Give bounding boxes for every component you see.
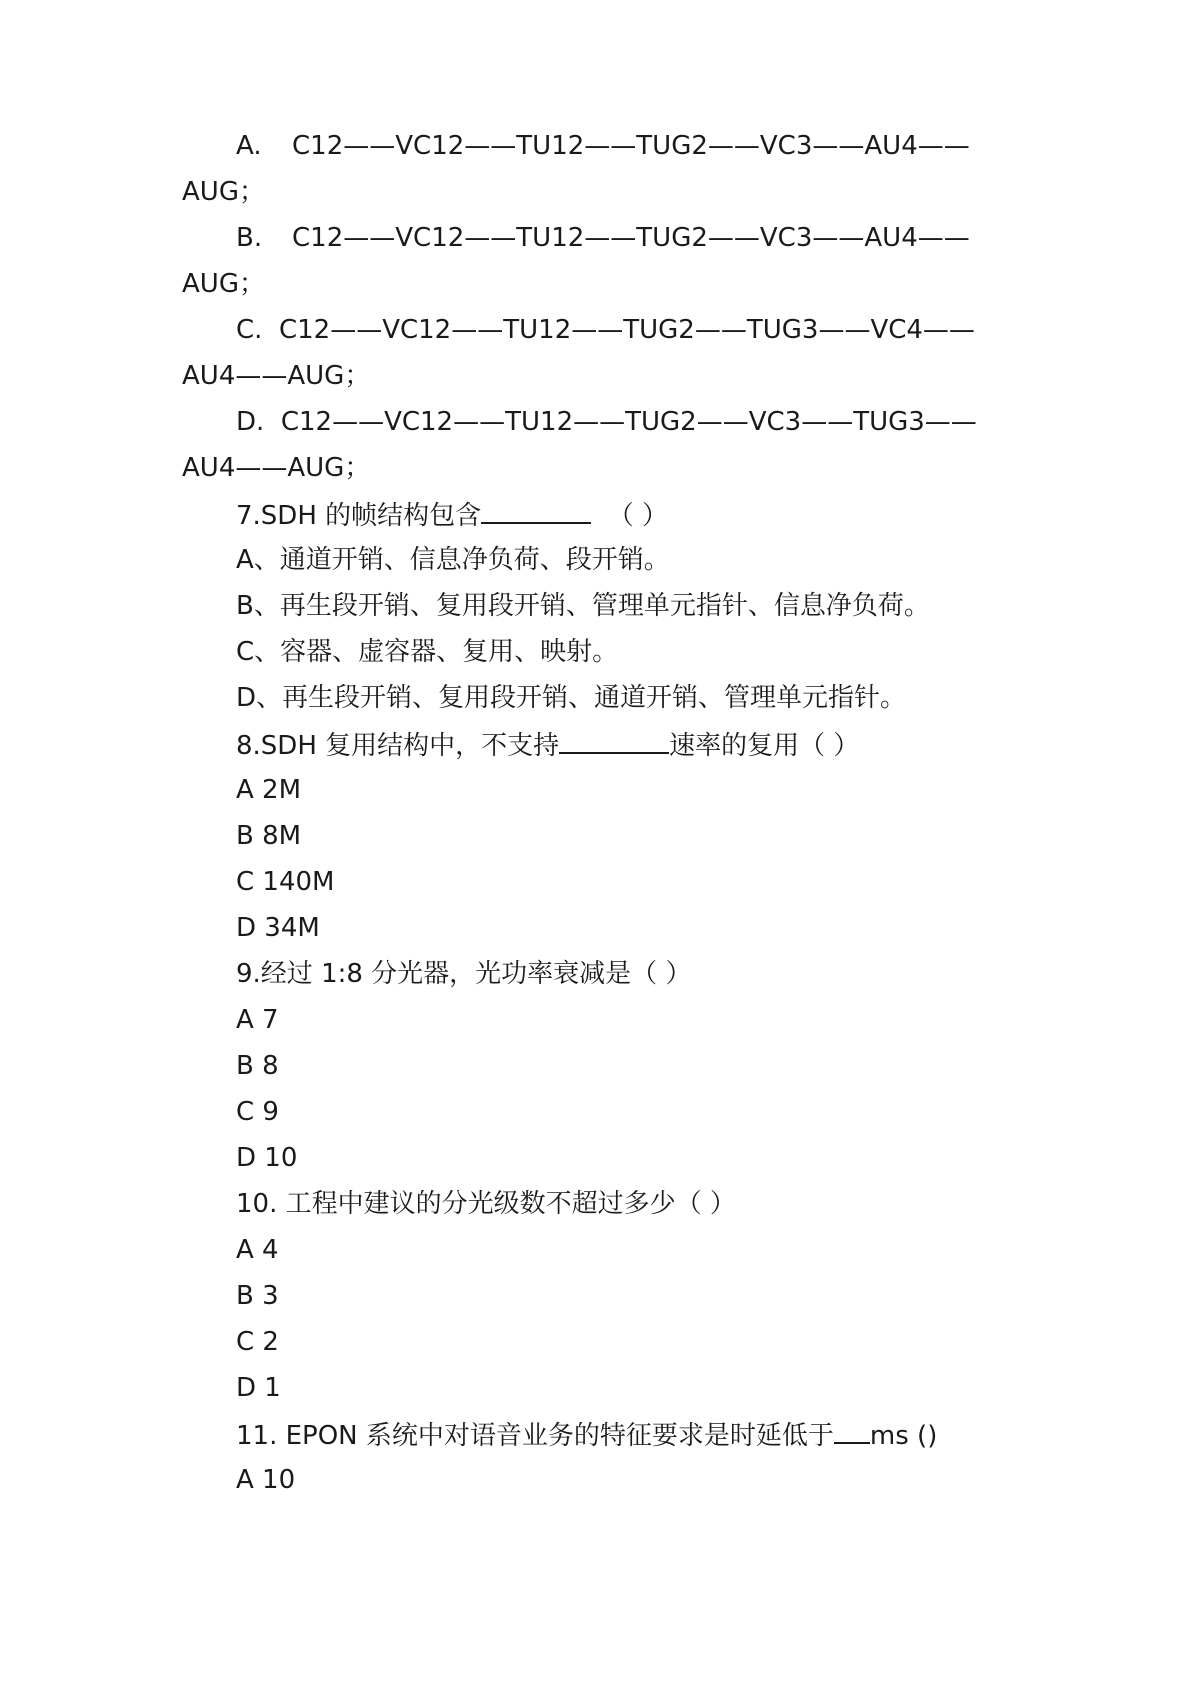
chain-segment: VC4—— <box>870 315 975 345</box>
question-9-option-b: B 8 <box>236 1051 279 1081</box>
option-label: B. <box>236 223 263 253</box>
question-9-option-a: A 7 <box>236 1005 279 1035</box>
chain-segment: TU12—— <box>503 315 624 345</box>
question-8-stem <box>236 724 859 766</box>
answer-blank <box>834 1414 870 1444</box>
stem-text: （ ） <box>607 501 668 531</box>
chain-segment: VC12—— <box>395 223 517 253</box>
chain-segment: C12—— <box>292 223 396 253</box>
question-10-stem: 10. 工程中建议的分光级数不超过多少（ ） <box>236 1189 736 1219</box>
option-label: A. <box>236 131 262 161</box>
option-6d-continuation: AU4——AUG； <box>182 453 371 483</box>
question-8-option-c: C 140M <box>236 867 335 897</box>
chain-segment: TU12—— <box>516 131 637 161</box>
question-8-option-a: A 2M <box>236 775 302 805</box>
question-7-option-d: D、再生段开销、复用段开销、通道开销、管理单元指针。 <box>236 683 907 713</box>
option-text <box>292 126 970 166</box>
chain-segment: TUG3—— <box>853 407 977 437</box>
question-7-option-c: C、容器、虚容器、复用、映射。 <box>236 637 619 667</box>
chain-segment: VC3—— <box>759 131 865 161</box>
option-label: D. <box>236 407 265 437</box>
question-7-stem <box>236 494 668 536</box>
option-6d <box>236 402 977 442</box>
question-11-stem <box>236 1414 937 1456</box>
option-6b-continuation: AUG； <box>182 269 265 299</box>
chain-segment: C12—— <box>278 315 383 345</box>
question-9-stem: 9.经过 1:8 分光器，光功率衰减是（ ） <box>236 959 692 989</box>
chain-segment: TUG2—— <box>623 315 747 345</box>
question-10-option-c: C 2 <box>236 1327 279 1357</box>
chain-segment: AU4—— <box>864 223 970 253</box>
question-7-option-b: B、再生段开销、复用段开销、管理单元指针、信息净负荷。 <box>236 591 930 621</box>
chain-segment: VC3—— <box>748 407 854 437</box>
question-10-option-d: D 1 <box>236 1373 281 1403</box>
chain-segment: C12—— <box>280 407 385 437</box>
stem-text: 7.SDH 的帧结构包含 <box>236 501 482 531</box>
chain-segment: AU4—— <box>864 131 970 161</box>
chain-segment: C12—— <box>292 131 396 161</box>
question-8-option-b: B 8M <box>236 821 302 851</box>
stem-text: 11. EPON 系统中对语音业务的特征要求是时延低于 <box>236 1421 834 1451</box>
question-9-option-c: C 9 <box>236 1097 279 1127</box>
stem-text: 8.SDH 复用结构中，不支持 <box>236 731 560 761</box>
stem-text: ms () <box>869 1421 938 1451</box>
chain-segment: TUG3—— <box>746 315 871 345</box>
chain-segment: VC3—— <box>759 223 865 253</box>
question-10-option-a: A 4 <box>236 1235 279 1265</box>
question-9-option-d: D 10 <box>236 1143 298 1173</box>
answer-blank <box>481 494 591 524</box>
chain-segment: VC12—— <box>384 407 506 437</box>
chain-segment: TU12—— <box>516 223 637 253</box>
option-text <box>292 218 970 258</box>
chain-segment: VC12—— <box>382 315 504 345</box>
answer-blank <box>559 724 669 754</box>
stem-text: 速率的复用（ ） <box>669 731 860 761</box>
chain-segment: TU12—— <box>505 407 626 437</box>
chain-segment: VC12—— <box>395 131 517 161</box>
option-6c <box>236 310 975 350</box>
chain-segment: TUG2—— <box>625 407 749 437</box>
option-6c-continuation: AU4——AUG； <box>182 361 371 391</box>
question-11-option-a: A 10 <box>236 1465 296 1495</box>
question-8-option-d: D 34M <box>236 913 320 943</box>
chain-segment: TUG2—— <box>636 131 760 161</box>
question-10-option-b: B 3 <box>236 1281 279 1311</box>
question-7-option-a: A、通道开销、信息净负荷、段开销。 <box>236 545 670 575</box>
option-label: C. <box>236 315 263 345</box>
option-6a-continuation: AUG； <box>182 177 265 207</box>
chain-segment: TUG2—— <box>636 223 760 253</box>
